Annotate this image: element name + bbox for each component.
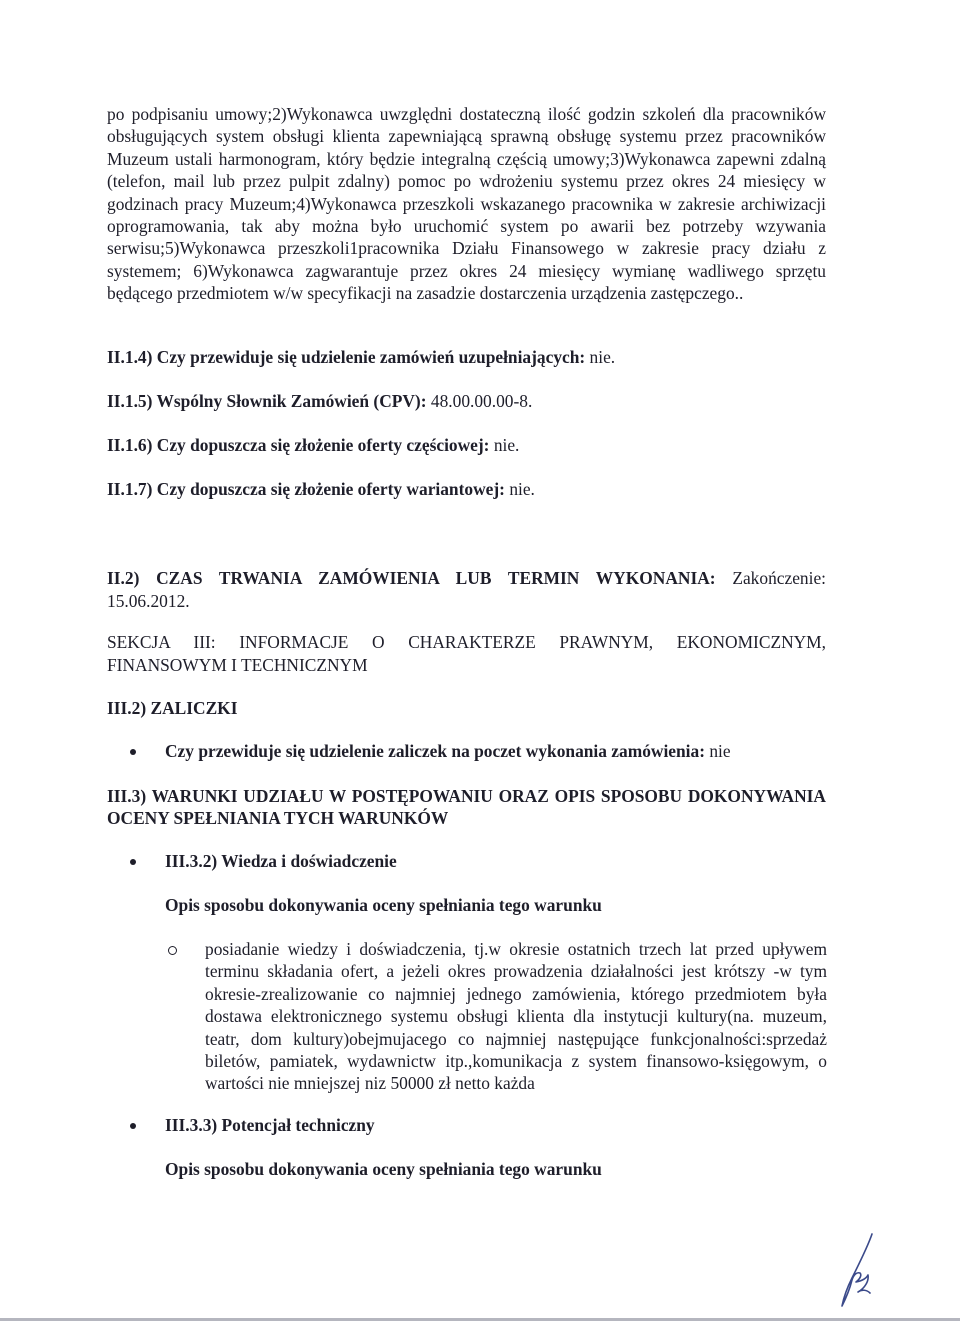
circle-bullet-icon	[168, 946, 177, 955]
zaliczki-answer: nie	[705, 741, 731, 761]
item-label: II.1.7) Czy dopuszcza się złożenie oferty wariantowej:	[107, 479, 505, 499]
item-label: II.1.5) Wspólny Słownik Zamówień (CPV):	[107, 391, 427, 411]
wiedza-text: posiadanie wiedzy i doświadczenia, tj.w okresie ostatnich trzech lat przed upływem terminu składania ofert, a jeżeli okres prowadzenia działalności jest krótszy -w tym okresie-zrealizowanie co najmniej jednego zamówienia, którego przedmiotem była dostawa elektronicznego systemu obsługi klienta dla instytucji kultury(na. muzeum, teatr, dom kultury)obejmujacego co najmniej następujące funkcjonalności:sprzedaż biletów, pamiatek, wydawnictw itp.,komunikacja z system finansowo-księgowym, o wartości nie mniejszej niz 50000 zł netto każda	[205, 939, 827, 1094]
item-label: II.1.6) Czy dopuszcza się złożenie oferty częściowej:	[107, 435, 490, 455]
wiedza-opis: Opis sposobu dokonywania oceny spełniania tego warunku	[165, 895, 602, 915]
czas-value: Zakończenie: 15.06.2012.	[107, 568, 826, 611]
zaliczki-heading: III.2) ZALICZKI	[107, 698, 238, 718]
item-value: nie.	[489, 435, 520, 455]
item-ii-1-4	[107, 346, 615, 368]
bullet-dot-icon	[130, 859, 136, 865]
bullet-dot-icon	[130, 1123, 136, 1129]
item-ii-1-6	[107, 434, 519, 456]
item-value: nie.	[585, 347, 616, 367]
scan-bottom-edge	[0, 1318, 960, 1321]
item-value: nie.	[504, 479, 535, 499]
item-value: 48.00.00.00-8.	[426, 391, 533, 411]
item-ii-1-7	[107, 478, 535, 500]
czas-label: II.2) CZAS TRWANIA ZAMÓWIENIA LUB TERMIN WYKONANIA:	[107, 568, 716, 588]
signature-icon	[838, 1232, 878, 1312]
potencjal-heading: III.3.3) Potencjał techniczny	[165, 1115, 375, 1135]
zaliczki-question: Czy przewiduje się udzielenie zaliczek na poczet wykonania zamówienia:	[165, 741, 706, 761]
sekcja-iii-heading: SEKCJA III: INFORMACJE O CHARAKTERZE PRAWNYM, EKONOMICZNYM, FINANSOWYM I TECHNICZNYM	[107, 632, 826, 675]
item-ii-1-5	[107, 390, 532, 412]
wiedza-heading: III.3.2) Wiedza i doświadczenie	[165, 851, 397, 871]
intro-paragraph: po podpisaniu umowy;2)Wykonawca uwzględni dostateczną ilość godzin szkoleń dla pracowników obsługujących system obsługi klienta zapewniającą sprawną obsługę systemu przez pracowników Muzeum ustali harmonogram, który będzie integralną częścią umowy;3)Wykonawca zapewni zdalną (telefon, mail lub przez pulpit zdalny) pomoc po wdrożeniu systemu przez okres 24 miesięcy w godzinach pracy Muzeum;4)Wykonawca przeszkoli wskazanego pracownika w zakresie archiwizacji oprogramowania, tak aby można było uruchomić system po awarii bez potrzeby wzywania serwisu;5)Wykonawca przeszkoli1pracownika Działu Finansowego w zakresie pracy działu z systemem; 6)Wykonawca zagwarantuje przez okres 24 miesięcy wymianę wadliwego sprzętu będącego przedmiotem w/w specyfikacji na zasadzie dostarczenia urządzenia zastępczego..	[107, 104, 826, 304]
czas-trwania	[107, 567, 826, 612]
potencjal-opis: Opis sposobu dokonywania oceny spełniania tego warunku	[165, 1159, 602, 1179]
warunki-heading: III.3) WARUNKI UDZIAŁU W POSTĘPOWANIU ORAZ OPIS SPOSOBU DOKONYWANIA OCENY SPEŁNIANIA TYCH WARUNKÓW	[107, 786, 826, 828]
item-label: II.1.4) Czy przewiduje się udzielenie zamówień uzupełniających:	[107, 347, 586, 367]
bullet-dot-icon	[130, 749, 136, 755]
